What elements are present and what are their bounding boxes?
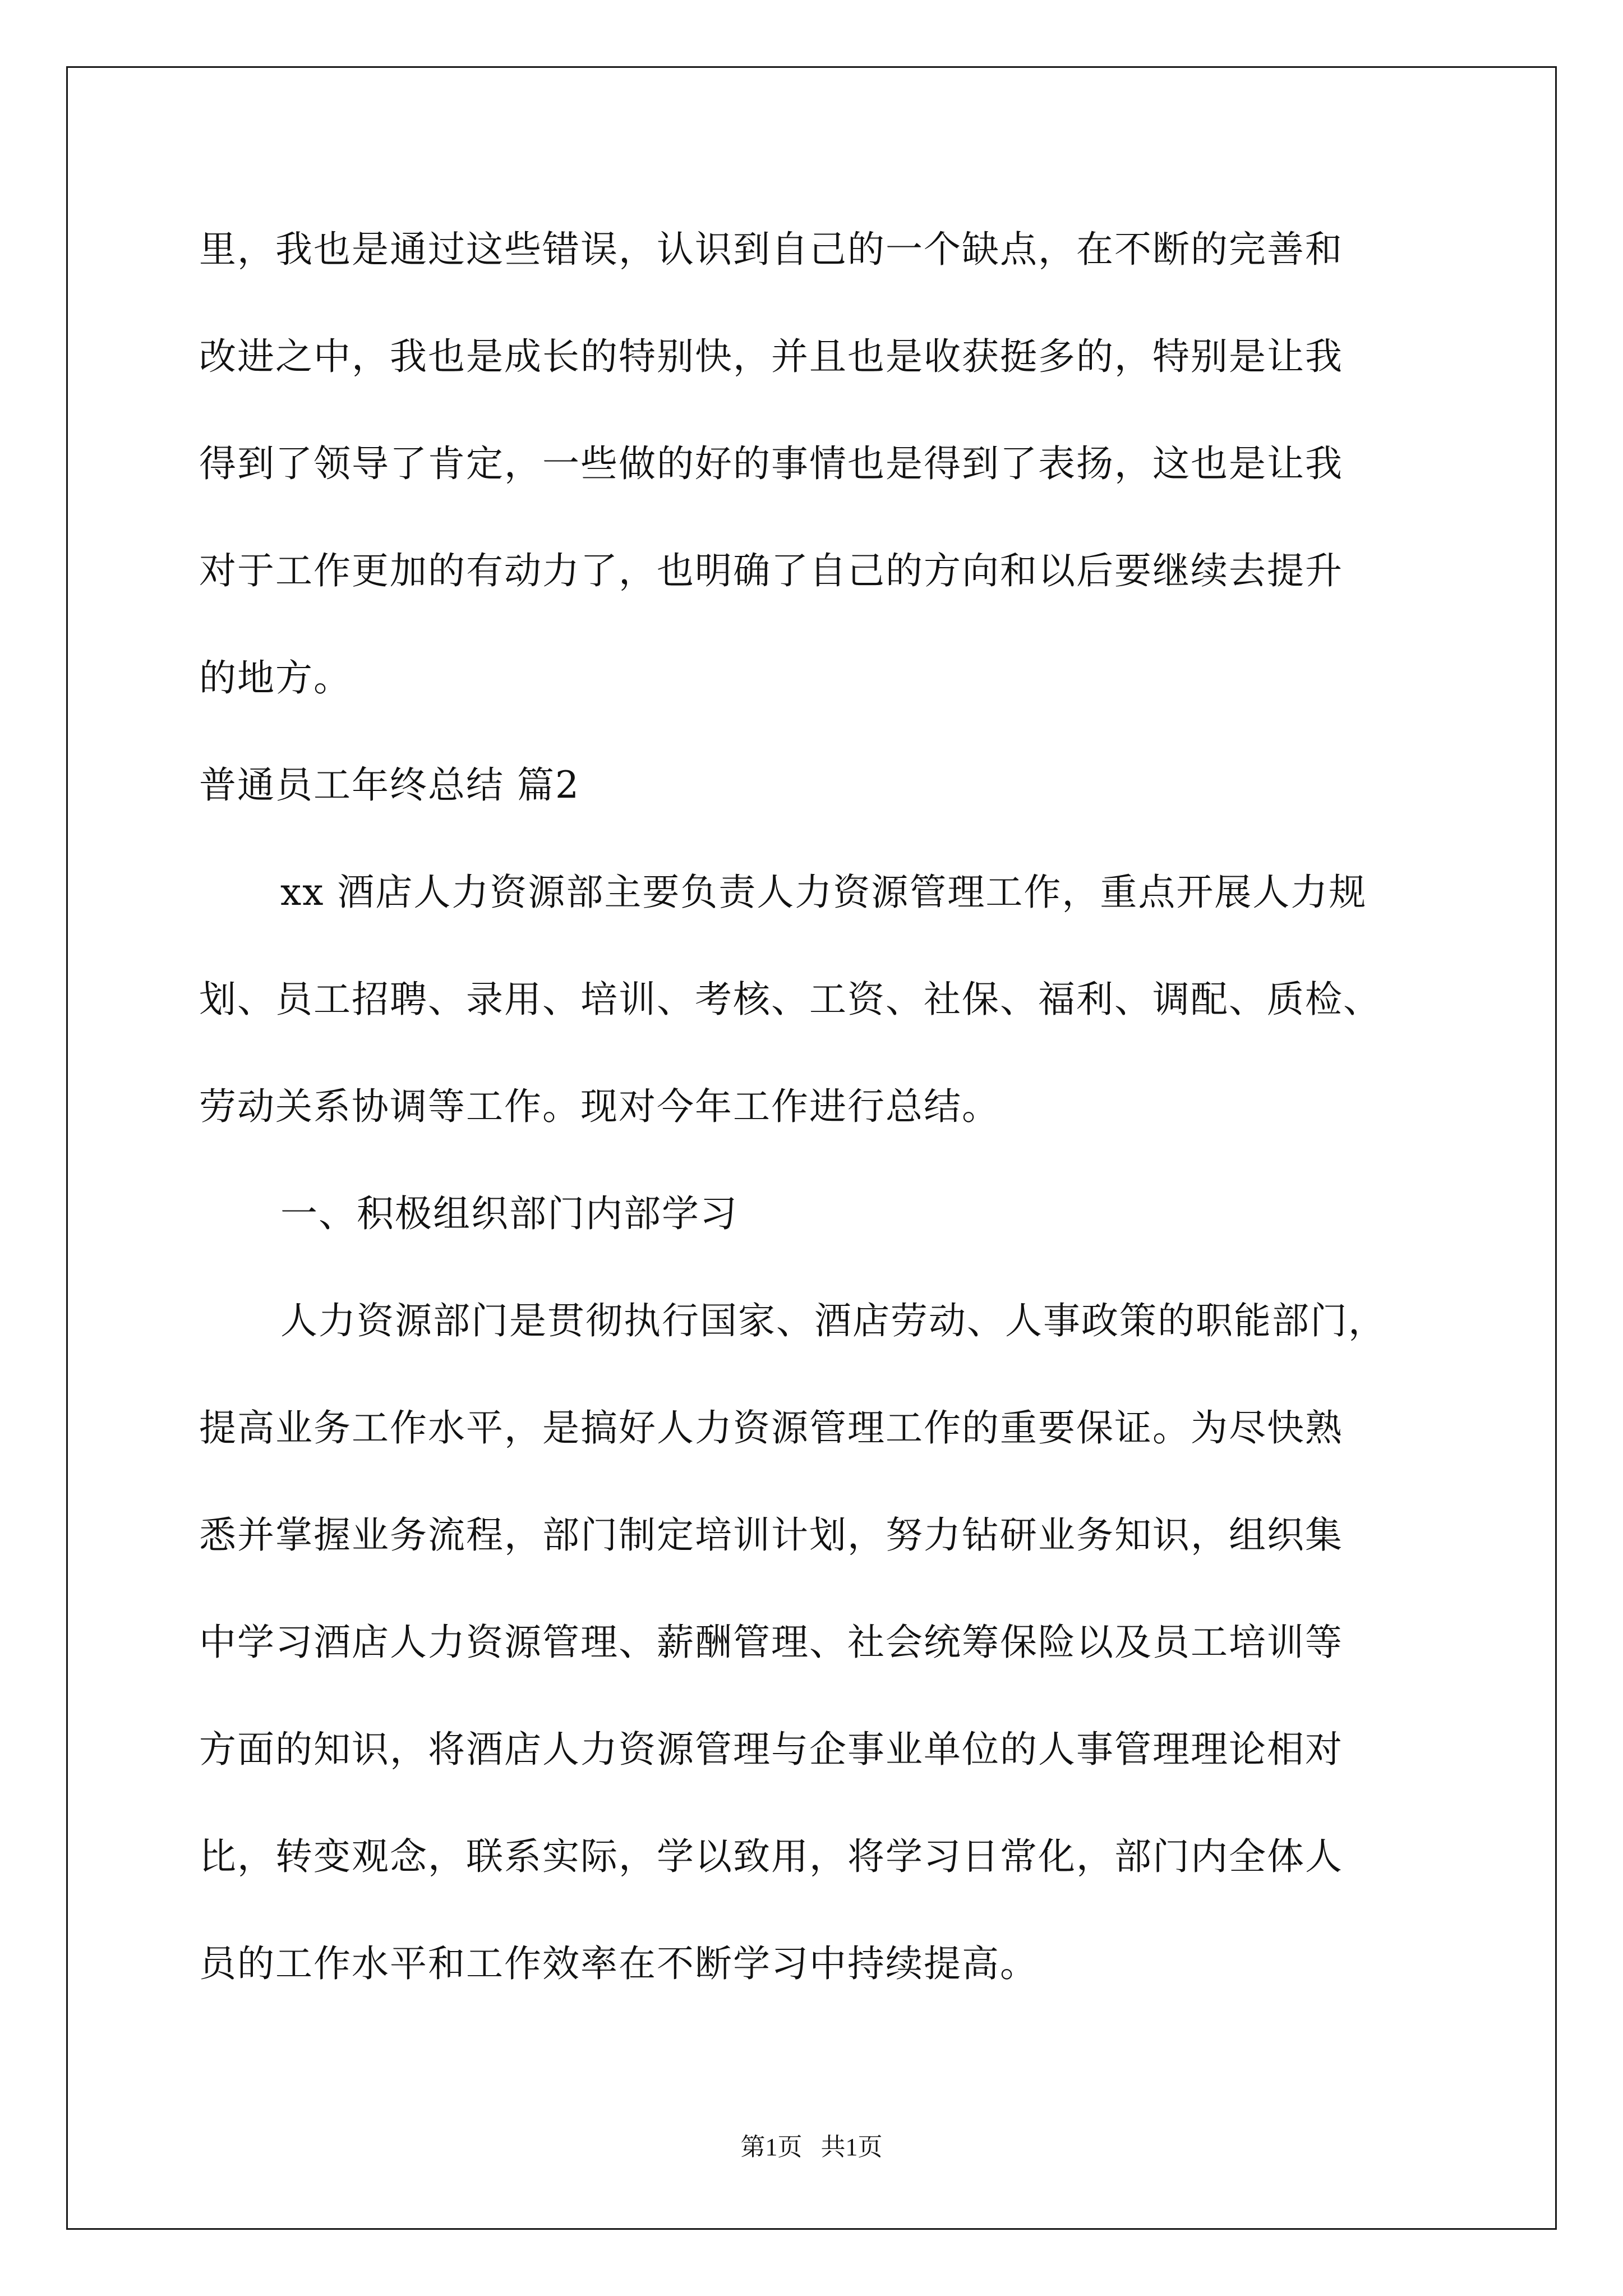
text-line: 悉并掌握业务流程，部门制定培训计划，努力钻研业务知识，组织集 <box>199 1513 1343 1557</box>
subheading: 一、积极组织部门内部学习 <box>280 1192 738 1235</box>
text-line: 中学习酒店人力资源管理、薪酬管理、社会统筹保险以及员工培训等 <box>199 1621 1343 1664</box>
text-line: 劳动关系协调等工作。现对今年工作进行总结。 <box>199 1085 1000 1128</box>
text-line: 方面的知识，将酒店人力资源管理与企事业单位的人事管理理论相对 <box>199 1728 1343 1771</box>
text-line: 划、员工招聘、录用、培训、考核、工资、社保、福利、调配、质检、 <box>199 978 1381 1021</box>
text-line: 比，转变观念，联系实际，学以致用，将学习日常化，部门内全体人 <box>199 1835 1343 1878</box>
text-line: 提高业务工作水平，是搞好人力资源管理工作的重要保证。为尽快熟 <box>199 1406 1343 1450</box>
text-line: xx 酒店人力资源部主要负责人力资源管理工作，重点开展人力规 <box>280 871 1367 914</box>
text-line: 改进之中，我也是成长的特别快，并且也是收获挺多的，特别是让我 <box>199 335 1343 378</box>
text-line: 对于工作更加的有动力了，也明确了自己的方向和以后要继续去提升 <box>199 549 1343 592</box>
page-border <box>66 66 1557 2230</box>
text-line: 里，我也是通过这些错误，认识到自己的一个缺点，在不断的完善和 <box>199 228 1343 271</box>
text-line: 得到了领导了肯定，一些做的好的事情也是得到了表扬，这也是让我 <box>199 442 1343 485</box>
text-line: 员的工作水平和工作效率在不断学习中持续提高。 <box>199 1942 1038 1985</box>
page-number: 第1页 共1页 <box>740 2133 883 2161</box>
text-line: 人力资源部门是贯彻执行国家、酒店劳动、人事政策的职能部门， <box>280 1299 1386 1342</box>
section-heading: 普通员工年终总结 篇2 <box>199 763 580 807</box>
text-line: 的地方。 <box>199 656 352 700</box>
